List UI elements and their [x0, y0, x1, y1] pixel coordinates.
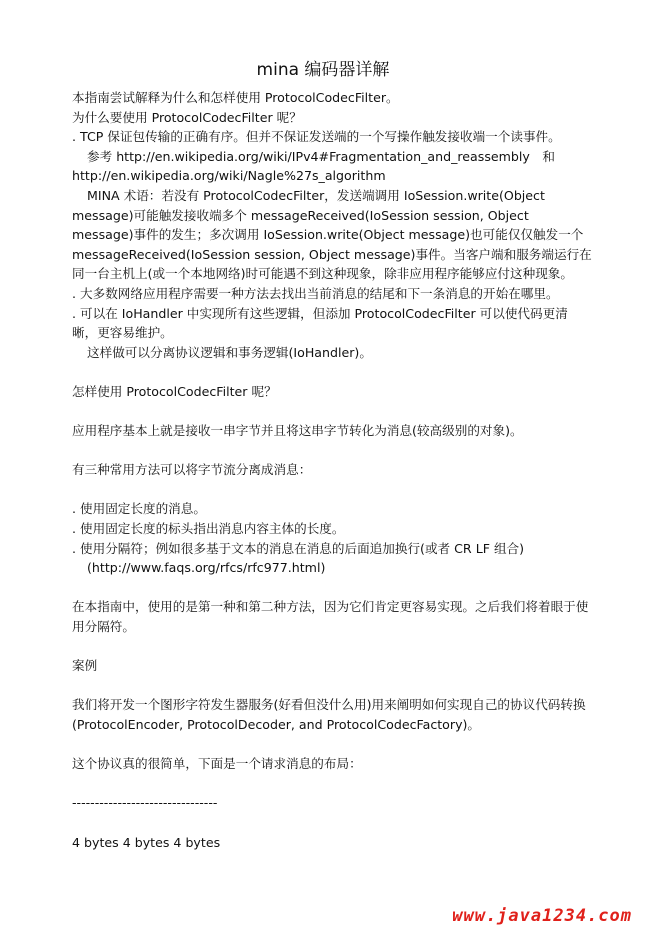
paragraph-example-intro: 我们将开发一个图形字符发生器服务(好看但没什么用)用来阐明如何实现自己的协议代码转换(ProtocolEncoder, ProtocolDecoder, and ProtocolCodecFactory)。 [72, 697, 586, 732]
heading-how: 怎样使用 ProtocolCodecFilter 呢？ [72, 383, 277, 399]
paragraph-bytes-to-messages: 应用程序基本上就是接收一串字节并且将这串字节转化为消息(较高级别的对象)。 [72, 423, 523, 439]
list-item: . 使用固定长度的标头指出消息内容主体的长度。 [72, 521, 345, 537]
paragraph-three-methods: 有三种常用方法可以将字节流分离成消息： [72, 462, 312, 478]
paragraph-mina-terms: MINA 术语：若没有 ProtocolCodecFilter，发送端调用 IoSession.write(Object message)可能触发接收端多个 messageReceived(IoSession session, Object message)事件的发生；多次调用 IoSession.write(Object message)也可能仅仅触发一个 messageReceived(IoSession session, Object message)事件。当客户端和服务端运行在同一台主机上(或一个本地网络)时可能遇不到这种现象，除非应用程序能够应付这种现象。 [72, 187, 592, 282]
rfc-link-text: (http://www.faqs.org/rfcs/rfc977.html) [87, 560, 326, 576]
paragraph-separation: 这样做可以分离协议逻辑和事务逻辑(IoHandler)。 [87, 344, 372, 360]
paragraph-message-boundary: . 大多数网络应用程序需要一种方法去找出当前消息的结尾和下一条消息的开始在哪里。 [72, 285, 559, 301]
dashed-rule: -------------------------------- [72, 795, 218, 811]
page-title: mina 编码器详解 [256, 60, 390, 80]
paragraph-guide-method: 在本指南中，使用的是第一种和第二种方法，因为它们肯定更容易实现。之后我们将着眼于使用分隔符。 [72, 599, 589, 635]
paragraph-references: 参考 http://en.wikipedia.org/wiki/IPv4#Fragmentation_and_reassembly 和 http://en.wikipedia.org/wiki/Nagle%27s_algorithm [72, 148, 556, 184]
paragraph-protocol-layout: 这个协议真的很简单，下面是一个请求消息的布局： [72, 756, 362, 772]
watermark-logo: www.java1234.com [452, 906, 632, 926]
paragraph-tcp: . TCP 保证包传输的正确有序。但并不保证发送端的一个写操作触发接收端一个读事件。 [72, 129, 561, 145]
list-item: . 使用固定长度的消息。 [72, 501, 206, 517]
heading-example: 案例 [72, 658, 98, 674]
heading-why: 为什么要使用 ProtocolCodecFilter 呢？ [72, 109, 302, 125]
document-body [72, 88, 592, 852]
list-item: . 使用分隔符；例如很多基于文本的消息在消息的后面追加换行(或者 CR LF 组合) [72, 540, 525, 556]
paragraph-intro: 本指南尝试解释为什么和怎样使用 ProtocolCodecFilter。 [72, 90, 399, 105]
paragraph-iohandler: . 可以在 IoHandler 中实现所有这些逻辑，但添加 ProtocolCodecFilter 可以使代码更清晰，更容易维护。 [72, 305, 568, 341]
paragraph-bytes-layout: 4 bytes 4 bytes 4 bytes [72, 834, 221, 850]
